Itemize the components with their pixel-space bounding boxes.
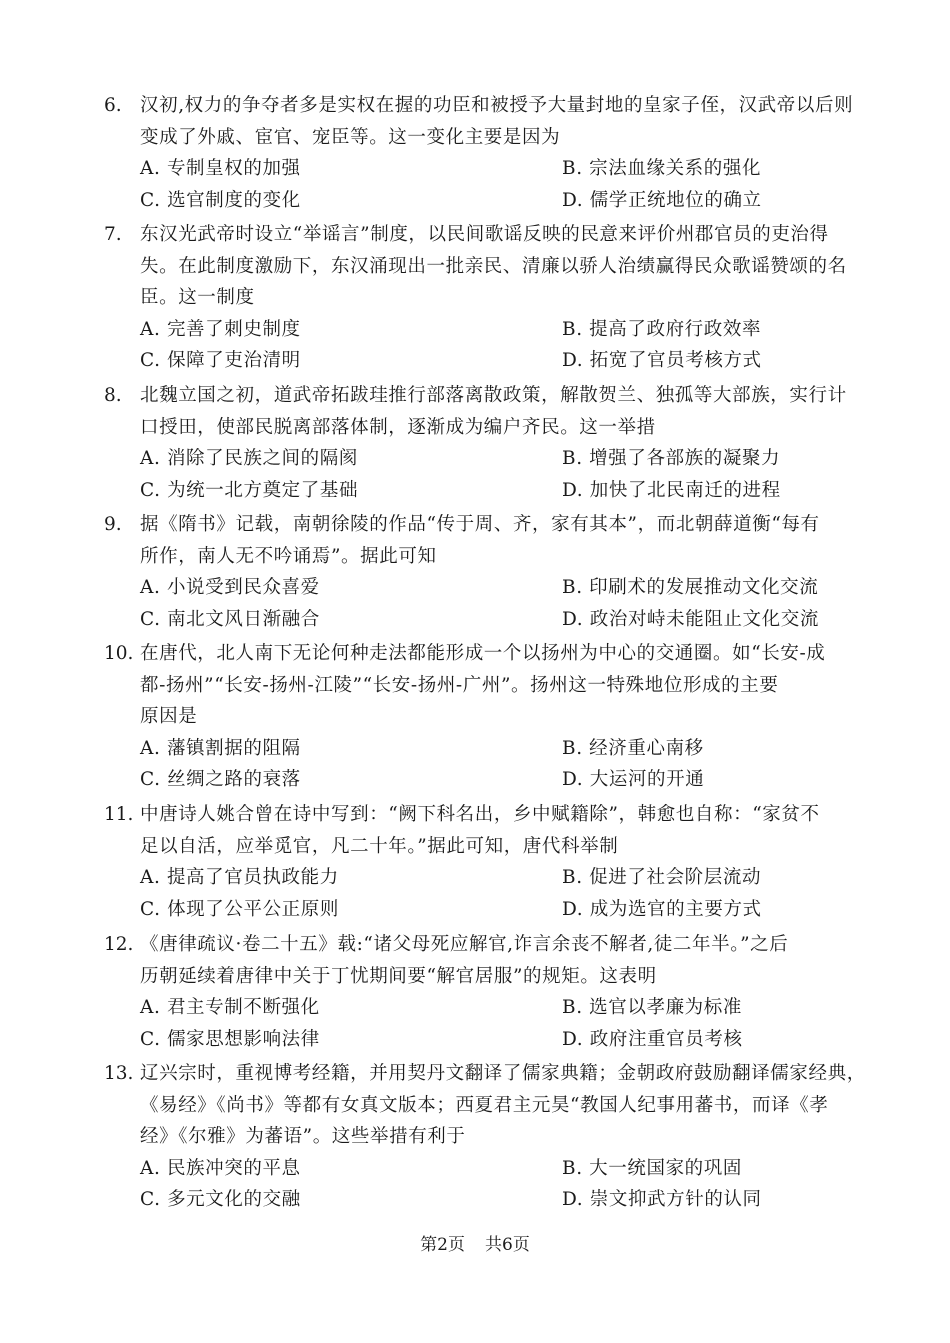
option-a: A. 民族冲突的平息	[140, 1157, 301, 1179]
stem-line: 据《隋书》记载，南朝徐陵的作品“传于周、齐，家有其本”，而北朝薛道衡“每有	[140, 514, 820, 535]
option-d: D. 成为选官的主要方式	[562, 898, 762, 920]
question-12	[0, 929, 950, 1055]
page-number: 第2页	[420, 1235, 465, 1255]
option-b: B. 大一统国家的巩固	[562, 1157, 742, 1179]
question-stem	[0, 380, 950, 443]
stem-line: 都-扬州”“长安-扬州-江陵”“长安-扬州-广州”。扬州这一特殊地位形成的主要	[140, 674, 779, 696]
question-11	[0, 799, 950, 925]
question-8	[0, 380, 950, 506]
option-b: B. 选官以孝廉为标准	[562, 997, 742, 1018]
option-c: C. 丝绸之路的衰落	[140, 769, 301, 790]
question-stem	[0, 929, 950, 992]
stem-line: 在唐代，北人南下无论何种走法都能形成一个以扬州为中心的交通圈。如“长安-成	[140, 643, 826, 664]
stem-line: 历朝延续着唐律中关于丁忧期间要“解官居服”的规矩。这表明	[140, 965, 657, 987]
option-a: A. 专制皇权的加强	[140, 158, 301, 179]
option-d: D. 大运河的开通	[562, 769, 705, 790]
option-a: A. 提高了官员执政能力	[140, 867, 339, 888]
question-number: 6.	[104, 95, 122, 116]
option-b: B. 促进了社会阶层流动	[562, 867, 762, 888]
stem-line: 汉初,权力的争夺者多是实权在握的功臣和被授予大量封地的皇家子侄，汉武帝以后则	[140, 95, 854, 116]
option-d: D. 崇文抑武方针的认同	[562, 1189, 762, 1210]
option-d: D. 政府注重官员考核	[562, 1028, 743, 1050]
stem-line: 东汉光武帝时设立“举谣言”制度，以民间歌谣反映的民意来评价州郡官员的吏治得	[140, 224, 829, 245]
stem-line: 辽兴宗时，重视博考经籍，并用契丹文翻译了儒家典籍；金朝政府鼓励翻译儒家经典，	[140, 1063, 866, 1084]
stem-line: 口授田，使部民脱离部落体制，逐渐成为编户齐民。这一举措	[140, 416, 656, 438]
question-number: 8.	[104, 385, 122, 406]
stem-line: 北魏立国之初，道武帝拓跋珪推行部落离散政策，解散贺兰、独孤等大部族，实行计	[140, 385, 847, 406]
question-number: 12.	[104, 934, 134, 955]
option-a: A. 消除了民族之间的隔阂	[140, 448, 358, 469]
option-d: D. 政治对峙未能阻止文化交流	[562, 608, 819, 630]
stem-line: 经》《尔雅》为蕃语”。这些举措有利于	[140, 1126, 466, 1147]
page-footer	[0, 1230, 950, 1255]
option-d: D. 儒学正统地位的确立	[562, 189, 762, 211]
question-stem	[0, 1058, 950, 1153]
question-number: 10.	[104, 643, 134, 664]
option-c: C. 体现了公平公正原则	[140, 898, 339, 920]
question-9	[0, 509, 950, 635]
question-stem	[0, 799, 950, 862]
option-a: A. 完善了刺史制度	[140, 318, 301, 340]
option-c: C. 南北文风日渐融合	[140, 608, 320, 630]
question-stem	[0, 90, 950, 153]
option-c: C. 儒家思想影响法律	[140, 1028, 320, 1050]
option-b: B. 经济重心南移	[562, 737, 704, 759]
option-b: B. 印刷术的发展推动文化交流	[562, 577, 819, 598]
question-number: 9.	[104, 514, 122, 535]
page-total: 共6页	[485, 1235, 530, 1255]
option-a: A. 小说受到民众喜爱	[140, 577, 320, 598]
stem-line: 《唐律疏议·卷二十五》载:“诸父母死应解官,诈言余丧不解者,徒二年半。”之后	[140, 934, 789, 955]
option-c: C. 保障了吏治清明	[140, 350, 301, 371]
stem-line: 《易经》《尚书》等都有女真文版本；西夏君主元昊“教国人纪事用蕃书，而译《孝	[140, 1094, 829, 1116]
option-d: D. 加快了北民南迁的进程	[562, 479, 781, 501]
question-stem	[0, 638, 950, 733]
stem-line: 变成了外戚、宦官、宠臣等。这一变化主要是因为	[140, 126, 561, 148]
question-stem	[0, 509, 950, 572]
option-c: C. 为统一北方奠定了基础	[140, 479, 359, 501]
question-13	[0, 1058, 950, 1216]
question-10	[0, 638, 950, 796]
stem-line: 中唐诗人姚合曾在诗中写到：“阙下科名出，乡中赋籍除”，韩愈也自称：“家贫不	[140, 804, 820, 825]
option-a: A. 君主专制不断强化	[140, 997, 320, 1018]
option-a: A. 藩镇割据的阻隔	[140, 737, 301, 759]
stem-line: 失。在此制度激励下，东汉涌现出一批亲民、清廉以骄人治绩赢得民众歌谣赞颂的名	[140, 255, 847, 277]
option-c: C. 选官制度的变化	[140, 189, 301, 211]
question-number: 13.	[104, 1063, 134, 1084]
question-number: 11.	[104, 804, 134, 825]
option-b: B. 增强了各部族的凝聚力	[562, 448, 781, 469]
question-6	[0, 90, 950, 216]
question-7	[0, 219, 950, 377]
stem-line: 臣。这一制度	[140, 287, 255, 308]
option-b: B. 宗法血缘关系的强化	[562, 158, 762, 179]
option-c: C. 多元文化的交融	[140, 1189, 301, 1210]
stem-line: 足以自活，应举觅官，凡二十年。”据此可知，唐代科举制	[140, 835, 619, 857]
option-d: D. 拓宽了官员考核方式	[562, 350, 762, 371]
stem-line: 所作，南人无不吟诵焉”。据此可知	[140, 545, 437, 567]
question-stem	[0, 219, 950, 314]
question-number: 7.	[104, 224, 122, 245]
option-b: B. 提高了政府行政效率	[562, 318, 762, 340]
stem-line: 原因是	[140, 706, 198, 727]
